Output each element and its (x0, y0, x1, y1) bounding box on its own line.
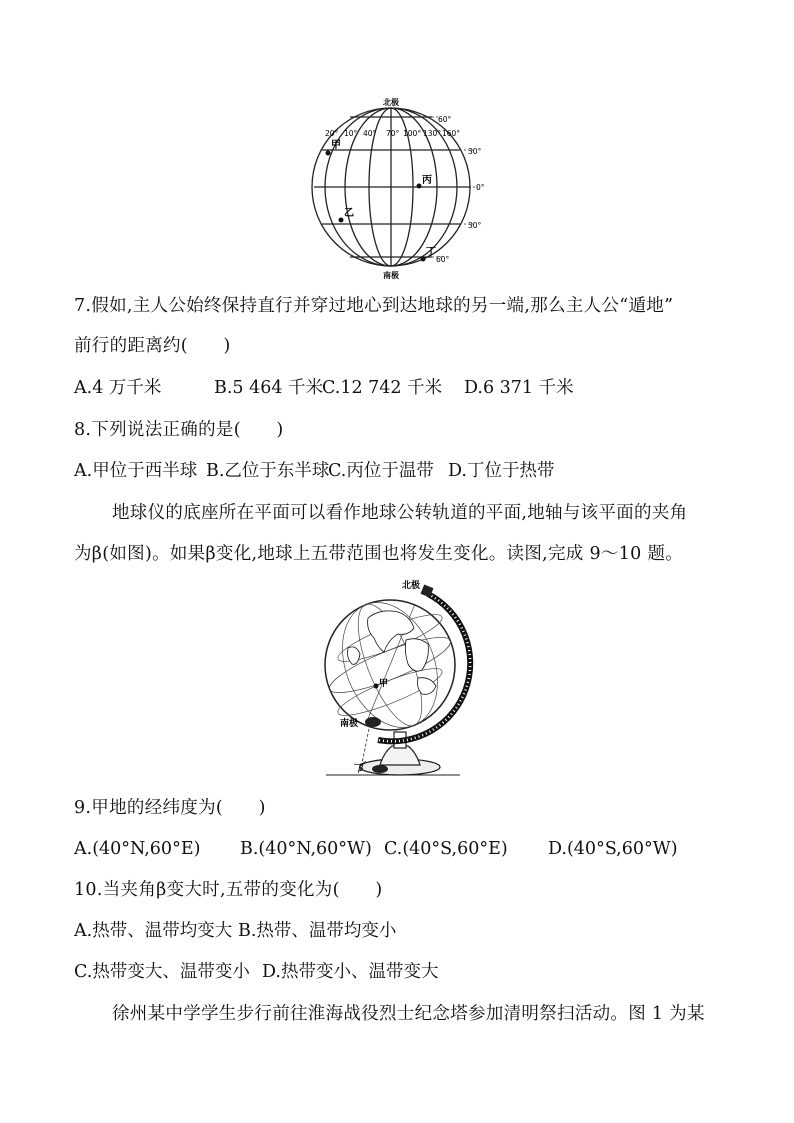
globe-north-pole-label: 北极 (402, 581, 421, 591)
point-bing-label: 丙 (422, 175, 432, 186)
q8-option-c: C.丙位于温带 (328, 461, 434, 481)
globe-grid-figure (306, 92, 496, 280)
q9-option-b: B.(40°N,60°W) (240, 839, 372, 859)
q7-option-c: C.12 742 千米 (322, 378, 443, 398)
latitude-label: 30° (468, 221, 482, 230)
q10-option-d: D.热带变小、温带变大 (262, 962, 439, 982)
question-9-stem: 9.甲地的经纬度为( ) (74, 798, 266, 818)
point-bing-marker (417, 184, 422, 189)
point-yi-marker (339, 218, 344, 223)
q9-option-a: A.(40°N,60°E) (74, 839, 201, 859)
point-jia-marker (374, 684, 379, 689)
longitude-label: 100° (403, 129, 422, 138)
latitude-label: 60° (438, 115, 452, 124)
q7-option-b: B.5 464 千米 (214, 378, 324, 398)
latitude-label: 60° (436, 255, 450, 264)
intro-paragraph-line2: 为β(如图)。如果β变化,地球上五带范围也将发生变化。读图,完成 9～10 题。 (74, 544, 684, 564)
longitude-label: 10° (344, 129, 358, 138)
question-8-stem: 8.下列说法正确的是( ) (74, 420, 284, 440)
intro-paragraph-3-line1: 徐州某中学学生步行前往淮海战役烈士纪念塔参加清明祭扫活动。图 1 为某 (112, 1004, 705, 1024)
longitude-label: 70° (386, 129, 400, 138)
q7-option-a: A.4 万千米 (74, 378, 162, 398)
point-jia-label: 甲 (331, 140, 341, 151)
q10-option-a: A.热带、温带均变大 (74, 921, 233, 941)
north-pole-label: 北极 (383, 98, 399, 107)
globe-south-pole-label: 南极 (340, 719, 359, 729)
q9-option-c: C.(40°S,60°E) (384, 839, 508, 859)
globe-point-label: 甲 (379, 679, 389, 689)
question-7-stem-line2: 前行的距离约( ) (74, 336, 231, 356)
point-ding-label: 丁 (426, 247, 436, 258)
question-10-stem: 10.当夹角β变大时,五带的变化为( ) (74, 880, 383, 900)
longitude-label: 20° (325, 129, 339, 138)
longitude-label: 160° (442, 129, 461, 138)
south-pole-label: 南极 (383, 271, 399, 280)
latitude-label: 30° (468, 147, 482, 156)
longitude-label: 130° (423, 129, 442, 138)
angle-beta-label: β (358, 764, 364, 774)
latitude-label: 0° (476, 183, 485, 192)
q8-option-b: B.乙位于东半球 (206, 461, 330, 481)
point-ding-marker (421, 257, 426, 262)
q10-option-b: B.热带、温带均变小 (238, 921, 397, 941)
point-yi-label: 乙 (344, 208, 354, 219)
q9-option-d: D.(40°S,60°W) (548, 839, 678, 859)
point-jia-marker (326, 151, 331, 156)
globe-stand-figure (318, 578, 468, 778)
question-7-stem-line1: 7.假如,主人公始终保持直行并穿过地心到达地球的另一端,那么主人公“遁地” (74, 296, 674, 316)
longitude-label: 40° (363, 129, 377, 138)
q7-option-d: D.6 371 千米 (464, 378, 574, 398)
q8-option-a: A.甲位于西半球 (74, 461, 198, 481)
q8-option-d: D.丁位于热带 (448, 461, 555, 481)
q10-option-c: C.热带变大、温带变小 (74, 962, 250, 982)
intro-paragraph-line1: 地球仪的底座所在平面可以看作地球公转轨道的平面,地轴与该平面的夹角 (112, 503, 688, 523)
